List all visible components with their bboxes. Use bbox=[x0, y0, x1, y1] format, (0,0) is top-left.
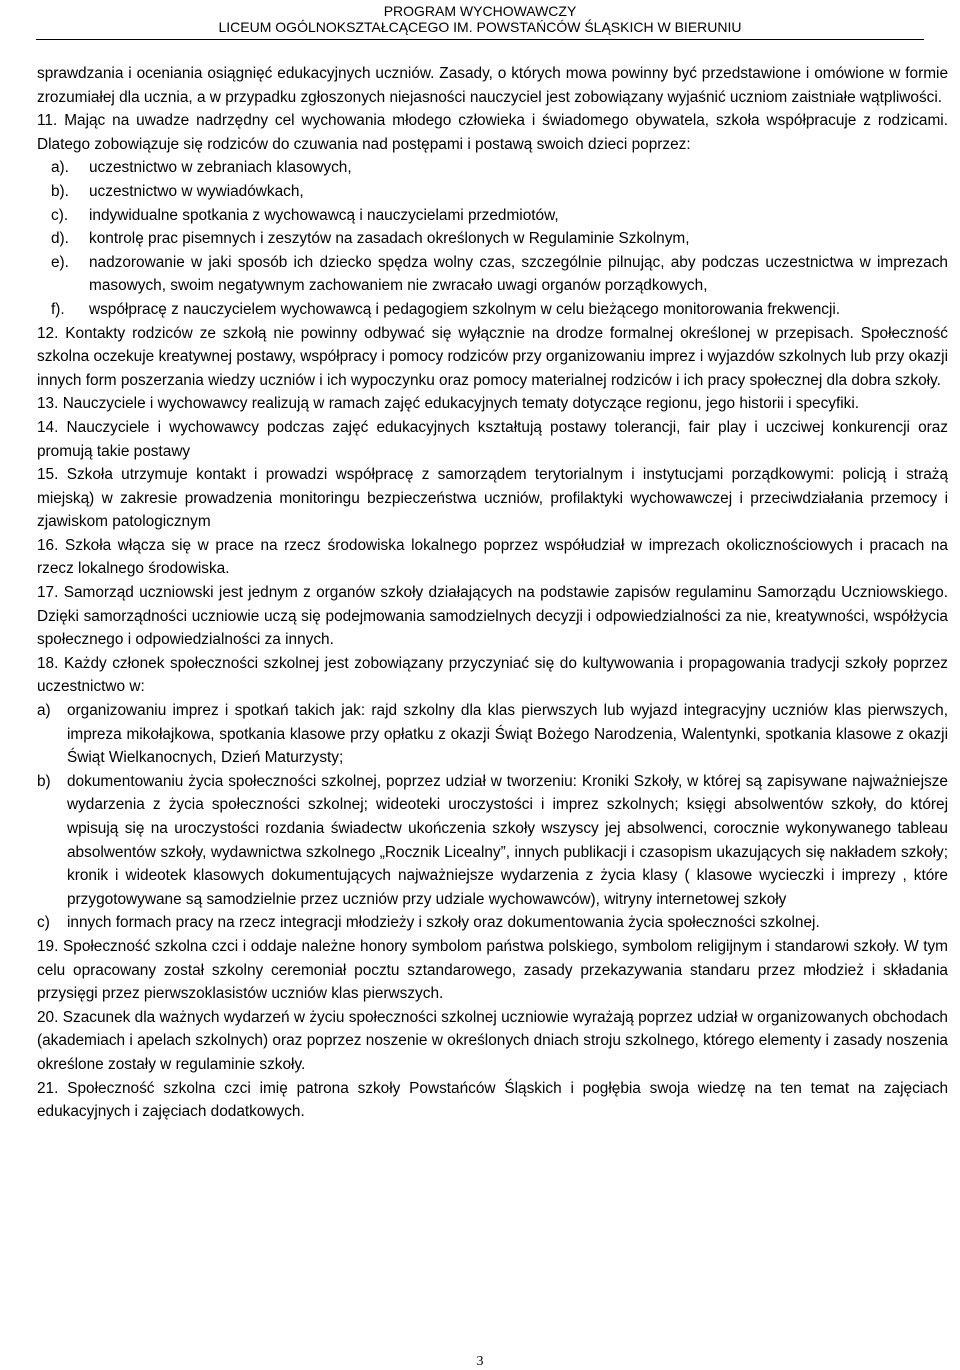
point-text: Mając na uwadze nadrzędny cel wychowania młodego człowieka i świadomego obywatela, szkoła współpracuje z rodzicami. Dlatego zobowiązuje się rodziców do czuwania nad postępami i postawą swoich dzieci poprzez: bbox=[37, 112, 949, 153]
document-body bbox=[37, 62, 948, 1124]
point-13: 13. Nauczyciele i wychowawcy realizują w ramach zajęć edukacyjnych tematy dotyczące regionu, jego historii i specyfiki. bbox=[37, 395, 860, 413]
point-12: 12. Kontakty rodziców ze szkołą nie powinny odbywać się wyłącznie na drodze formalnej określonej w przepisach. Społeczność szkolna oczekuje kreatywnej postawy, współpracy i pomocy rodziców przy organizowaniu imprez i wyjazdów szkolnych lub przy okazji innych form poszerzania wiedzy uczniów i ich wypoczynku oraz pomocy materialnej rodziców i ich pracy społecznej dla dobra szkoły. bbox=[37, 324, 948, 389]
list-item: f). współpracę z nauczycielem wychowawcą i pedagogiem szkolnym w celu bieżącego monitorowania frekwencji. bbox=[51, 300, 841, 318]
point-19: 19. Społeczność szkolna czci i oddaje należne honory symbolom państwa polskiego, symbolom religijnym i standarowi szkoły. W tym celu opracowany został szkolny ceremoniał pocztu sztandarowego, zasady przekazywania standaru przez młodzież i składania przysięgi przez pierwszoklasistów uczniów klas pierwszych. bbox=[37, 937, 948, 1003]
document-header bbox=[0, 0, 960, 35]
list-item: d). kontrolę prac pisemnych i zeszytów na zasadach określonych w Regulaminie Szkolnym, bbox=[51, 230, 690, 248]
point-18: 18. Każdy członek społeczności szkolnej jest zobowiązany przyczyniać się do kultywowania i propagowania tradycji szkoły poprzez uczestnictwo w: bbox=[37, 654, 948, 696]
point-21: 21. Społeczność szkolna czci imię patrona szkoły Powstańców Śląskich i pogłębia swoja wiedzę na ten temat na zajęciach edukacyjnych i zajęciach dodatkowych. bbox=[37, 1079, 949, 1121]
list-item: e). nadzorowanie w jaki sposób ich dziecko spędza wolny czas, szczególnie pilnując, aby podczas uczestnictwa w imprezach masowych, swoim negatywnym zachowaniem nie zwracało uwagi organów porządkowych, bbox=[51, 253, 948, 295]
parents-list bbox=[37, 156, 948, 321]
list-item: b) dokumentowaniu życia społeczności szkolnej, poprzez udział w tworzeniu: Kroniki Szkoły, w której są zapisywane najważniejsze wydarzenia z życia społeczności szkolnej; wideoteki uroczystości i imprez szkolnych; księgi absolwentów szkoły, do której wpisują się na uroczystości rozdania świadectw ukończenia szkoły wszyscy jej absolwenci, corocznie wykonywanego tableau absolwentów szkoły, wydawnictwa szkolnego „Rocznik Licealny”, innych publikacji i czasopism ukazujących się nakładem szkoły; kronik i wideotek klasowych dokumentujących najważniejsze wydarzenia z życia klasy ( klasowe wycieczki i imprezy , które przygotowywane są samodzielnie przez uczniów przy udziale wychowawców), witryny internetowej szkoły bbox=[37, 772, 948, 908]
header-rule bbox=[36, 39, 924, 40]
header-school-name: LICEUM OGÓLNOKSZTAŁCĄCEGO IM. POWSTAŃCÓW ŚLĄSKICH W BIERUNIU bbox=[218, 19, 742, 35]
tradition-list bbox=[37, 699, 948, 935]
point-16: 16. Szkoła włącza się w prace na rzecz środowiska lokalnego poprzez współudział w imprezach okolicznościowych i pracach na rzecz lokalnego środowiska. bbox=[37, 536, 948, 578]
point-17: 17. Samorząd uczniowski jest jednym z organów szkoły działających na podstawie zapisów regulaminu Samorządu Uczniowskiego. Dzięki samorządności uczniowie uczą się podejmowania samodzielnych decyzji i odpowiedzialności za nie, kreatywności, współżycia społecznego i odpowiedzialności za innych. bbox=[37, 584, 948, 649]
point-14: 14. Nauczyciele i wychowawcy podczas zajęć edukacyjnych kształtują postawy tolerancji, fair play i uczciwej konkurencji oraz promują takie postawy bbox=[37, 418, 949, 460]
list-item: a). uczestnictwo w zebraniach klasowych, bbox=[51, 159, 352, 177]
page-number: 3 bbox=[476, 1354, 484, 1369]
list-item: a) organizowaniu imprez i spotkań takich jak: rajd szkolny dla klas pierwszych lub wyjazd integracyjny uczniów klas pierwszych, impreza mikołajkowa, spotkania klasowe przy opłatku z okazji Świąt Bożego Narodzenia, Walentynki, spotkania klasowe z okazji Świąt Wielkanocnych, Dzień Maturzysty; bbox=[37, 702, 948, 767]
list-item: b). uczestnictwo w wywiadówkach, bbox=[51, 182, 304, 200]
list-item: c) innych formach pracy na rzecz integracji młodzieży i szkoły oraz dokumentowania życia społeczności szkolnej. bbox=[37, 914, 820, 932]
point-11 bbox=[37, 109, 948, 156]
header-title: PROGRAM WYCHOWAWCZY bbox=[383, 3, 577, 19]
intro-paragraph: sprawdzania i oceniania osiągnięć edukacyjnych uczniów. Zasady, o których mowa powinny być przedstawione i omówione w formie zrozumiałej dla ucznia, a w przypadku zgłoszonych niejasności nauczyciel jest zobowiązany wyjaśnić uczniom zaistniałe wątpliwości. bbox=[37, 65, 948, 106]
point-15: 15. Szkoła utrzymuje kontakt i prowadzi współpracę z samorządem terytorialnym i instytucjami porządkowymi: policją i strażą miejską) w zakresie prowadzenia monitoringu bezpieczeństwa uczniów, profilaktyki wychowawczej i przeciwdziałania przemocy i zjawiskom patologicznym bbox=[37, 466, 949, 531]
point-number: 11. bbox=[37, 112, 58, 130]
list-item: c). indywidualne spotkania z wychowawcą i nauczycielami przedmiotów, bbox=[51, 206, 559, 224]
point-20: 20. Szacunek dla ważnych wydarzeń w życiu społeczności szkolnej uczniowie wyrażają poprzez udział w organizowanych obchodach (akademiach i apelach szkolnych) oraz poprzez noszenie w określonych dniach stroju szkolnego, którego elementy i zasady noszenia określone zostały w regulaminie szkoły. bbox=[37, 1008, 948, 1073]
